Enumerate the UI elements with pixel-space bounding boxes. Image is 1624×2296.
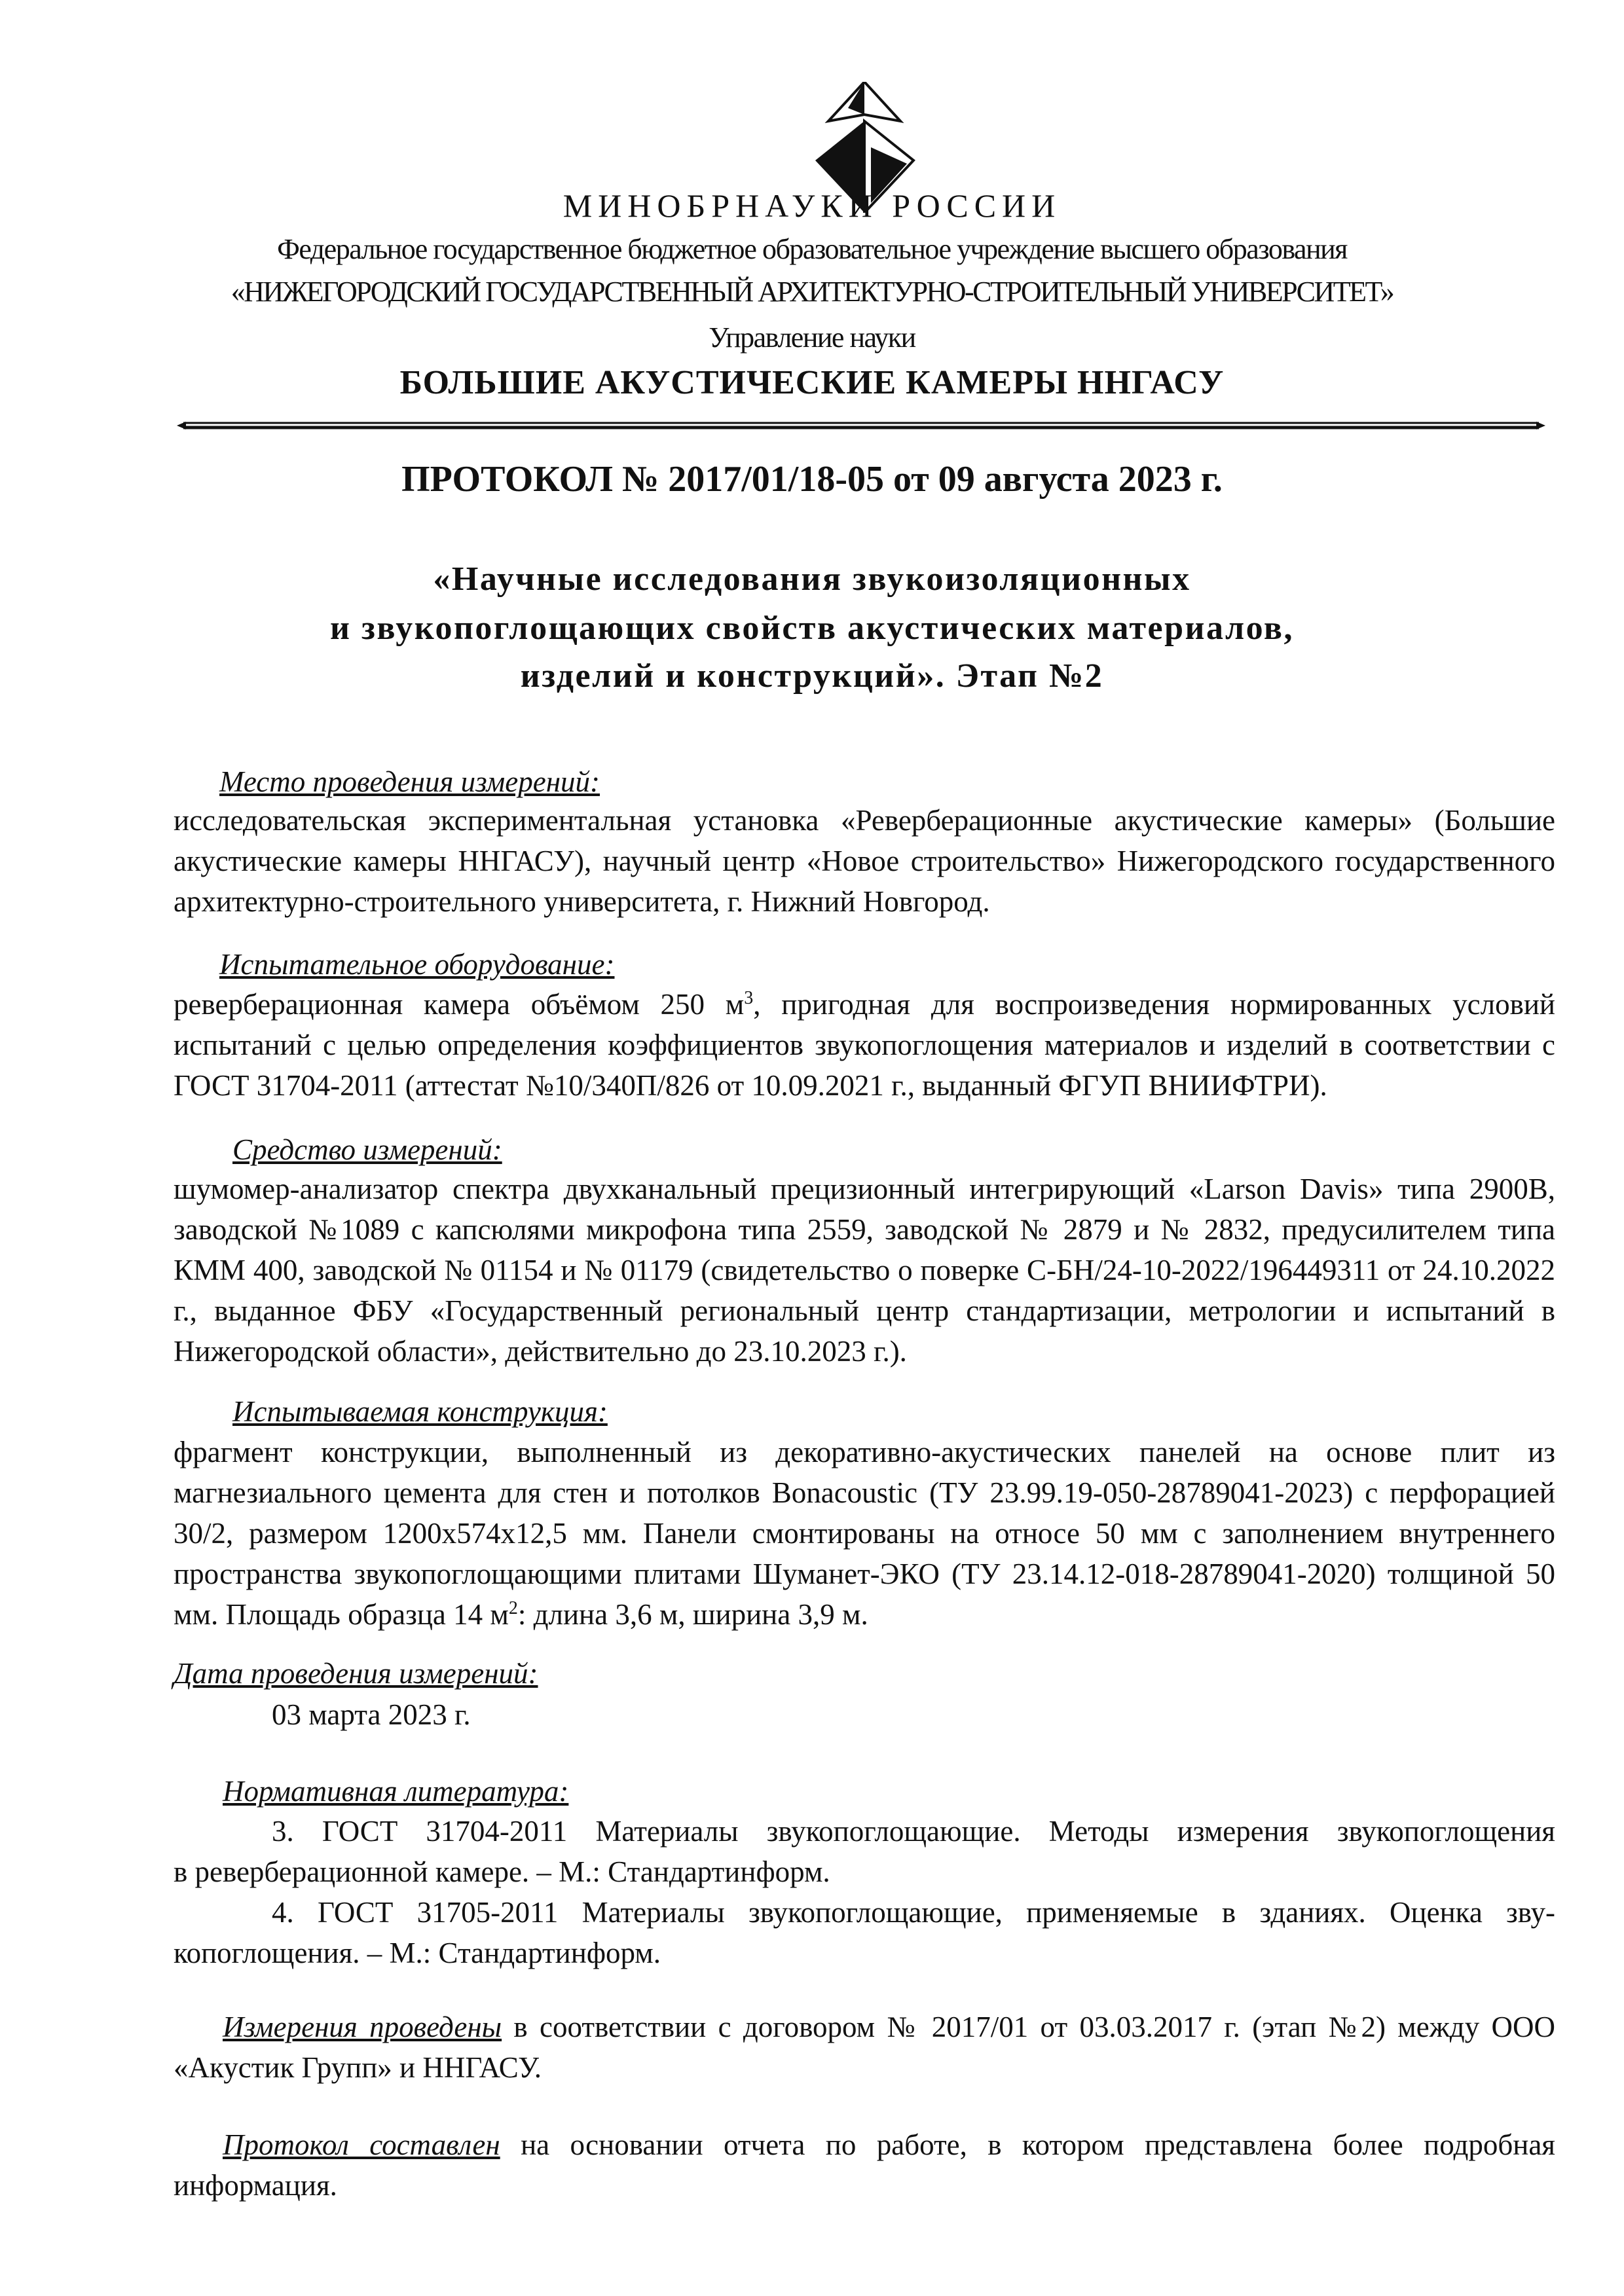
location-text: исследовательская экспериментальная установка «Реверберационные акустические камеры» (Большие акустические камеры ННГАСУ), научный центр «Новое строительство» Нижегородского государственного архитектурно-строительного университета, г. Нижний Новгород.: [174, 804, 1555, 918]
department-name: Управление науки: [709, 321, 915, 354]
conducted-paragraph: Измерения проведены в соответствии с договором № 2017/01 от 03.03.2017 г. (этап №2) между ООО «Акустик Групп» и ННГАСУ.: [174, 2011, 1555, 2084]
date-value: 03 марта 2023 г.: [272, 1698, 471, 1731]
compiled-paragraph: Протокол составлен на основании отчета по работе, в котором представлена более подробная информация.: [174, 2128, 1555, 2202]
equipment-text: реверберационная камера объёмом 250 $м^3$, пригодная для воспроизведения нормированных условий испытаний с целью определения коэффициентов звукопоглощения материалов и изделий в соответствии с ГОСТ 31704-2011 (аттестат №10/340П/826 от 10.09.2021 г., выданный ФГУП ВНИИФТРИ).: [174, 988, 1555, 1102]
instrument-label: Средство измерений:: [232, 1133, 502, 1166]
literature-item-3: 3. ГОСТ 31704-2011 Материалы звукопоглощающие. Методы измерения звукопоглощения в реверберационной камере. – М.: Стандартинформ.: [174, 1815, 1555, 1888]
theme-line-1: «Научные исследования звукоизоляционных: [433, 560, 1191, 598]
construction-text: фрагмент конструкции, выполненный из декоративно-акустических панелей на основе плит из магнезиального цемента для стен и потолков Bonacoustic (ТУ 23.99.19-050-28789041-2023) с перфорацией 30/2, размером 1200х574х12,5 мм. Панели смонтированы на относе 50 мм с заполнением внутреннего пространства звукопоглощающими плитами Шуманет-ЭКО (ТУ 23.14.12-018-28789041-2020) толщиной 50 мм. Площадь образца 14 $м^2$: длина 3,6 м, ширина 3,9 м.: [174, 1436, 1555, 1631]
literature-label: Нормативная литература:: [223, 1775, 569, 1808]
ministry-name: МИНОБРНАУКИ РОССИИ: [563, 187, 1061, 224]
header-divider: [177, 419, 1545, 432]
literature-item-4: 4. ГОСТ 31705-2011 Материалы звукопоглощающие, применяемые в зданиях. Оценка зву- копоглощения. – М.: Стандартинформ.: [174, 1896, 1555, 1969]
theme-line-3: изделий и конструкций». Этап №2: [520, 657, 1104, 695]
protocol-title: ПРОТОКОЛ № 2017/01/18-05 от 09 августа 2023 г.: [401, 459, 1223, 500]
conducted-label: Измерения проведены: [223, 2011, 502, 2043]
equipment-label: Испытательное оборудование:: [219, 948, 615, 981]
university-name: «НИЖЕГОРОДСКИЙ ГОСУДАРСТВЕННЫЙ АРХИТЕКТУРНО-СТРОИТЕЛЬНЫЙ УНИВЕРСИТЕТ»: [231, 276, 1393, 308]
date-label: Дата проведения измерений:: [174, 1657, 538, 1690]
location-label: Место проведения измерений:: [219, 765, 600, 798]
construction-label: Испытываемая конструкция:: [232, 1395, 608, 1428]
compiled-label: Протокол составлен: [223, 2128, 500, 2161]
facility-name: БОЛЬШИЕ АКУСТИЧЕСКИЕ КАМЕРЫ ННГАСУ: [399, 364, 1225, 401]
instrument-text: шумомер-анализатор спектра двухканальный прецизионный интегрирующий «Larson Davis» типа 2900В, заводской №1089 с капсюлями микрофона типа 2559, заводской № 2879 и № 2832, предусилителем типа КММ 400, заводской № 01154 и № 01179 (свидетельство о поверке С-БН/24-10-2022/196449311 от 24.10.2022 г., выданное ФБУ «Государственный региональный центр стандартизации, метрологии и испытаний в Нижегородской области», действительно до 23.10.2023 г.).: [174, 1173, 1555, 1368]
theme-line-2: и звукопоглощающих свойств акустических материалов,: [330, 610, 1294, 647]
org-type: Федеральное государственное бюджетное образовательное учреждение высшего образования: [277, 233, 1347, 265]
